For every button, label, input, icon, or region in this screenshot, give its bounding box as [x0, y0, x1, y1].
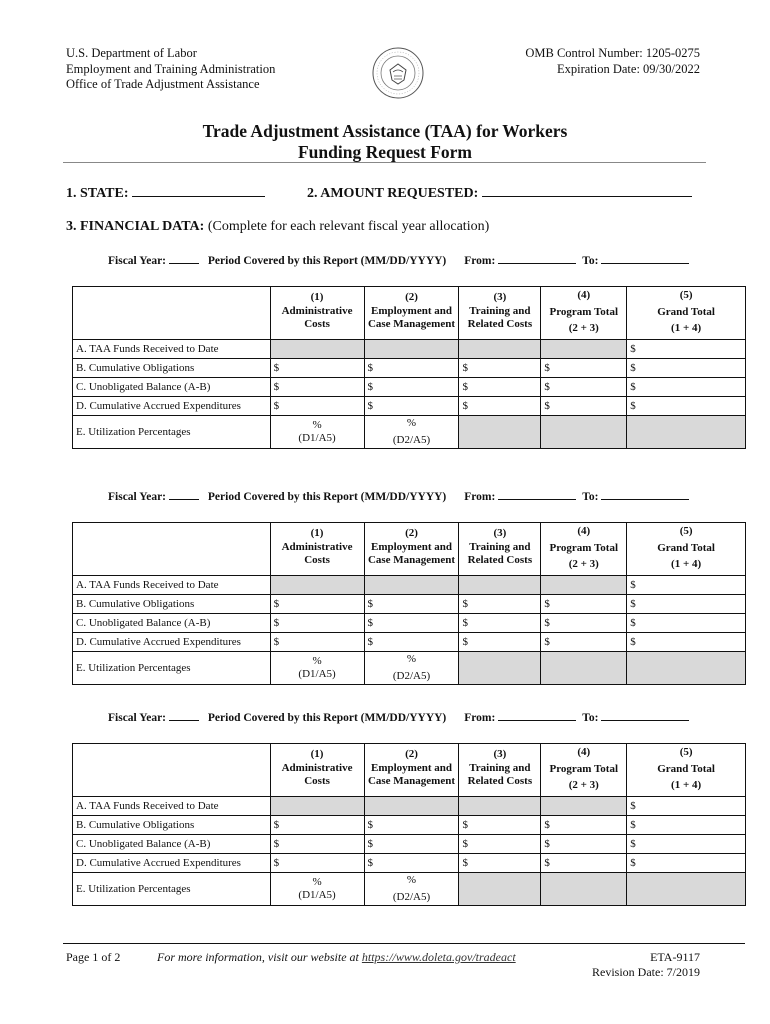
column-number: (4) — [577, 525, 591, 537]
amount-cell[interactable] — [627, 816, 746, 835]
shaded-cell — [541, 652, 627, 685]
amount-cell[interactable] — [627, 397, 746, 416]
fiscal-year-label: Fiscal Year: — [108, 491, 167, 503]
from-label: From: — [464, 255, 496, 267]
pct-formula: (D2/A5) — [392, 670, 431, 682]
more-info-text: For more information, visit our website at — [157, 950, 362, 964]
financial-note: (Complete for each relevant fiscal year allocation) — [207, 219, 490, 234]
from-label: From: — [464, 491, 496, 503]
column-subtitle: (2 + 3) — [568, 322, 599, 334]
utilization-pct-admin[interactable] — [270, 652, 364, 685]
table-row — [73, 797, 746, 816]
column-number: (4) — [577, 746, 591, 758]
row-label: E. Utilization Percentages — [73, 873, 271, 906]
amount-cell[interactable] — [627, 576, 746, 595]
form-id: ETA-9117 — [650, 950, 700, 964]
shaded-cell — [270, 797, 364, 816]
department-seal-icon — [371, 46, 425, 100]
shaded-cell — [459, 873, 541, 906]
column-title: Administrative — [281, 540, 353, 553]
amount-cell[interactable] — [459, 397, 541, 416]
column-number: (1) — [310, 527, 324, 539]
amount-cell[interactable] — [364, 816, 459, 835]
shaded-cell — [270, 340, 364, 359]
currency-sign: $ — [630, 400, 636, 412]
column-number: (3) — [493, 527, 507, 539]
column-header — [459, 744, 541, 797]
percent-sign: % — [406, 417, 417, 429]
amount-cell[interactable] — [541, 378, 627, 397]
to-label: To: — [582, 491, 599, 503]
shaded-cell — [627, 873, 746, 906]
from-date-input[interactable] — [498, 711, 576, 721]
currency-sign: $ — [273, 598, 280, 610]
currency-sign: $ — [273, 857, 280, 869]
pct-formula: (D1/A5) — [298, 432, 336, 444]
shaded-cell — [541, 416, 627, 449]
currency-sign: $ — [544, 362, 550, 374]
row-label: B. Cumulative Obligations — [73, 359, 271, 378]
shaded-cell — [627, 416, 746, 449]
row-label: C. Unobligated Balance (A-B) — [73, 614, 271, 633]
amount-cell[interactable] — [270, 378, 364, 397]
amount-cell[interactable] — [541, 816, 627, 835]
funding-table — [72, 522, 746, 685]
currency-sign: $ — [544, 819, 550, 831]
currency-sign: $ — [273, 381, 280, 393]
column-subtitle: Case Management — [367, 775, 456, 787]
more-info — [157, 950, 516, 965]
revision-date: Revision Date: 7/2019 — [592, 965, 700, 979]
column-number: (4) — [577, 289, 591, 301]
state-field — [66, 185, 265, 202]
fiscal-year-input[interactable] — [169, 711, 199, 721]
column-title: Grand Total — [657, 305, 715, 318]
column-title: Program Total — [549, 305, 619, 318]
table-row — [73, 652, 746, 685]
utilization-pct-admin[interactable] — [270, 416, 364, 449]
omb-block — [500, 46, 700, 77]
currency-sign: $ — [462, 400, 468, 412]
state-label: 1. STATE: — [66, 186, 129, 201]
shaded-cell — [364, 340, 459, 359]
row-label: E. Utilization Percentages — [73, 652, 271, 685]
shaded-cell — [459, 576, 541, 595]
period-label: Period Covered by this Report (MM/DD/YYYY) — [207, 491, 447, 503]
amount-cell[interactable] — [459, 633, 541, 652]
column-title: Employment and — [370, 761, 452, 774]
shaded-cell — [541, 576, 627, 595]
currency-sign: $ — [462, 598, 468, 610]
funding-table — [72, 743, 746, 906]
form-title: Trade Adjustment Assistance (TAA) for Workers — [202, 121, 568, 141]
currency-sign: $ — [462, 857, 468, 869]
column-subtitle: Costs — [304, 554, 330, 566]
column-title: Program Total — [549, 541, 619, 554]
currency-sign: $ — [544, 598, 550, 610]
fiscal-year-label: Fiscal Year: — [108, 255, 167, 267]
corner-cell — [73, 744, 271, 797]
amount-cell[interactable] — [270, 359, 364, 378]
form-subtitle: Funding Request Form — [297, 142, 473, 162]
amount-cell[interactable] — [364, 359, 459, 378]
amount-cell[interactable] — [541, 359, 627, 378]
fiscal-year-period-row — [108, 490, 689, 503]
currency-sign: $ — [630, 381, 636, 393]
column-subtitle: (2 + 3) — [568, 558, 599, 570]
currency-sign: $ — [273, 819, 280, 831]
column-title: Administrative — [281, 304, 353, 317]
funding-table — [72, 286, 746, 449]
amount-cell[interactable] — [627, 595, 746, 614]
column-number: (2) — [405, 527, 418, 539]
column-header — [270, 744, 364, 797]
period-label: Period Covered by this Report (MM/DD/YYYY) — [207, 712, 447, 724]
column-subtitle: (1 + 4) — [671, 558, 702, 570]
row-label: D. Cumulative Accrued Expenditures — [73, 397, 271, 416]
column-number: (2) — [405, 748, 418, 760]
column-title: Grand Total — [657, 541, 715, 554]
currency-sign: $ — [544, 636, 550, 648]
table-row — [73, 340, 746, 359]
column-subtitle: Related Costs — [467, 775, 533, 787]
shaded-cell — [364, 576, 459, 595]
currency-sign: $ — [462, 838, 468, 850]
amount-cell[interactable] — [270, 614, 364, 633]
row-label: C. Unobligated Balance (A-B) — [73, 378, 271, 397]
currency-sign: $ — [462, 362, 468, 374]
table-row — [73, 576, 746, 595]
currency-sign: $ — [544, 381, 550, 393]
amount-cell[interactable] — [541, 633, 627, 652]
column-header — [364, 287, 459, 340]
currency-sign: $ — [630, 617, 636, 629]
amount-cell[interactable] — [541, 595, 627, 614]
amount-cell[interactable] — [459, 835, 541, 854]
currency-sign: $ — [273, 838, 280, 850]
column-title: Training and — [469, 540, 531, 553]
table-row — [73, 816, 746, 835]
amount-cell[interactable] — [270, 633, 364, 652]
amount-cell[interactable] — [459, 816, 541, 835]
amount-cell[interactable] — [541, 835, 627, 854]
column-number: (1) — [310, 748, 324, 760]
amount-cell[interactable] — [459, 614, 541, 633]
to-date-input[interactable] — [601, 490, 689, 500]
table-row — [73, 378, 746, 397]
to-date-input[interactable] — [601, 711, 689, 721]
row-label: E. Utilization Percentages — [73, 416, 271, 449]
row-label: C. Unobligated Balance (A-B) — [73, 835, 271, 854]
currency-sign: $ — [273, 400, 280, 412]
amount-cell[interactable] — [627, 340, 746, 359]
omb-control-number: OMB Control Number: 1205-0275 — [525, 46, 700, 60]
corner-cell — [73, 523, 271, 576]
amount-cell[interactable] — [627, 378, 746, 397]
fiscal-year-period-row — [108, 711, 689, 724]
column-number: (5) — [679, 289, 693, 301]
to-label: To: — [582, 712, 599, 724]
percent-sign: % — [406, 653, 417, 665]
shaded-cell — [541, 797, 627, 816]
amount-cell[interactable] — [627, 854, 746, 873]
amount-cell[interactable] — [364, 595, 459, 614]
row-label: A. TAA Funds Received to Date — [73, 340, 271, 359]
amount-cell[interactable] — [627, 797, 746, 816]
column-subtitle: Costs — [304, 318, 330, 330]
column-subtitle: (1 + 4) — [671, 779, 702, 791]
shaded-cell — [459, 416, 541, 449]
column-header — [627, 744, 746, 797]
column-title: Grand Total — [657, 762, 715, 775]
shaded-cell — [270, 576, 364, 595]
utilization-pct-employment[interactable] — [364, 652, 459, 685]
column-subtitle: Related Costs — [467, 554, 533, 566]
currency-sign: $ — [544, 857, 550, 869]
fiscal-year-input[interactable] — [169, 490, 199, 500]
currency-sign: $ — [544, 838, 550, 850]
currency-sign: $ — [367, 362, 374, 374]
agency-line-3: Office of Trade Adjustment Assistance — [66, 77, 260, 91]
currency-sign: $ — [367, 598, 374, 610]
amount-cell[interactable] — [459, 359, 541, 378]
shaded-cell — [459, 652, 541, 685]
corner-cell — [73, 287, 271, 340]
amount-cell[interactable] — [364, 378, 459, 397]
currency-sign: $ — [462, 617, 468, 629]
column-header — [541, 744, 627, 797]
percent-sign: % — [406, 874, 417, 886]
agency-block — [66, 46, 275, 93]
currency-sign: $ — [367, 857, 374, 869]
form-id-block — [540, 950, 700, 980]
table-row — [73, 873, 746, 906]
state-input[interactable] — [132, 185, 265, 197]
table-row — [73, 614, 746, 633]
table-row — [73, 835, 746, 854]
column-number: (3) — [493, 291, 507, 303]
percent-sign: % — [312, 876, 322, 888]
amount-cell[interactable] — [459, 378, 541, 397]
column-title: Training and — [469, 761, 531, 774]
currency-sign: $ — [367, 838, 374, 850]
currency-sign: $ — [462, 819, 468, 831]
column-title: Employment and — [370, 304, 452, 317]
column-header — [270, 523, 364, 576]
amount-cell[interactable] — [541, 614, 627, 633]
currency-sign: $ — [273, 362, 280, 374]
agency-line-2: Employment and Training Administration — [66, 61, 276, 76]
row-label: A. TAA Funds Received to Date — [73, 797, 271, 816]
amount-cell[interactable] — [459, 595, 541, 614]
amount-cell[interactable] — [627, 614, 746, 633]
amount-cell[interactable] — [541, 397, 627, 416]
amount-cell[interactable] — [364, 614, 459, 633]
column-subtitle: Case Management — [367, 554, 456, 566]
row-label: D. Cumulative Accrued Expenditures — [73, 854, 271, 873]
column-subtitle: (1 + 4) — [671, 322, 702, 334]
shaded-cell — [541, 340, 627, 359]
amount-cell[interactable] — [270, 816, 364, 835]
column-title: Employment and — [370, 540, 452, 553]
column-header — [270, 287, 364, 340]
utilization-pct-admin[interactable] — [270, 873, 364, 906]
column-subtitle: Related Costs — [467, 318, 533, 330]
column-title: Training and — [469, 304, 531, 317]
percent-sign: % — [312, 419, 322, 431]
column-header — [627, 287, 746, 340]
financial-data-heading — [66, 219, 489, 235]
column-number: (5) — [679, 525, 693, 537]
amount-cell[interactable] — [364, 633, 459, 652]
amount-cell[interactable] — [270, 595, 364, 614]
column-number: (5) — [679, 746, 693, 758]
pct-formula: (D2/A5) — [392, 891, 431, 903]
from-label: From: — [464, 712, 496, 724]
website-link[interactable]: https://www.doleta.gov/tradeact — [361, 950, 516, 964]
currency-sign: $ — [273, 617, 280, 629]
to-label: To: — [582, 255, 599, 267]
amount-cell[interactable] — [459, 854, 541, 873]
from-date-input[interactable] — [498, 490, 576, 500]
currency-sign: $ — [367, 819, 374, 831]
amount-cell[interactable] — [627, 633, 746, 652]
table-row — [73, 359, 746, 378]
agency-line-1: U.S. Department of Labor — [66, 46, 197, 60]
column-title: Administrative — [281, 761, 353, 774]
amount-cell[interactable] — [364, 835, 459, 854]
amount-cell[interactable] — [627, 359, 746, 378]
shaded-cell — [541, 873, 627, 906]
amount-cell[interactable] — [364, 854, 459, 873]
table-row — [73, 595, 746, 614]
currency-sign: $ — [630, 362, 636, 374]
page-number: Page 1 of 2 — [66, 950, 121, 964]
amount-cell[interactable] — [270, 835, 364, 854]
shaded-cell — [459, 340, 541, 359]
pct-formula: (D2/A5) — [392, 434, 431, 446]
period-label: Period Covered by this Report (MM/DD/YYYY) — [207, 255, 447, 267]
omb-expiration: Expiration Date: 09/30/2022 — [556, 61, 700, 76]
title-divider — [63, 162, 706, 163]
footer-divider — [63, 943, 745, 944]
table-row — [73, 854, 746, 873]
amount-input[interactable] — [482, 185, 692, 197]
column-header — [459, 523, 541, 576]
currency-sign: $ — [630, 857, 636, 869]
column-title: Program Total — [549, 762, 619, 775]
fiscal-year-input[interactable] — [169, 254, 199, 264]
currency-sign: $ — [630, 579, 636, 591]
column-number: (3) — [493, 748, 507, 760]
financial-label: 3. FINANCIAL DATA: — [66, 219, 205, 234]
table-row — [73, 397, 746, 416]
utilization-pct-employment[interactable] — [364, 416, 459, 449]
shaded-cell — [364, 797, 459, 816]
percent-sign: % — [312, 655, 322, 667]
currency-sign: $ — [367, 381, 374, 393]
currency-sign: $ — [630, 636, 636, 648]
from-date-input[interactable] — [498, 254, 576, 264]
amount-cell[interactable] — [541, 854, 627, 873]
currency-sign: $ — [630, 598, 636, 610]
table-row — [73, 633, 746, 652]
row-label: A. TAA Funds Received to Date — [73, 576, 271, 595]
currency-sign: $ — [462, 636, 468, 648]
currency-sign: $ — [273, 636, 280, 648]
currency-sign: $ — [462, 381, 468, 393]
currency-sign: $ — [630, 819, 636, 831]
column-header — [541, 523, 627, 576]
column-header — [627, 523, 746, 576]
amount-cell[interactable] — [627, 835, 746, 854]
pct-formula: (D1/A5) — [298, 668, 336, 680]
currency-sign: $ — [544, 617, 550, 629]
column-header — [541, 287, 627, 340]
column-header — [364, 744, 459, 797]
amount-cell[interactable] — [364, 397, 459, 416]
column-header — [459, 287, 541, 340]
pct-formula: (D1/A5) — [298, 889, 336, 901]
row-label: D. Cumulative Accrued Expenditures — [73, 633, 271, 652]
amount-label: 2. AMOUNT REQUESTED: — [307, 186, 479, 201]
currency-sign: $ — [630, 343, 636, 355]
amount-cell[interactable] — [270, 854, 364, 873]
row-label: B. Cumulative Obligations — [73, 816, 271, 835]
to-date-input[interactable] — [601, 254, 689, 264]
utilization-pct-employment[interactable] — [364, 873, 459, 906]
column-number: (2) — [405, 291, 418, 303]
currency-sign: $ — [367, 400, 374, 412]
fiscal-year-label: Fiscal Year: — [108, 712, 167, 724]
currency-sign: $ — [630, 800, 636, 812]
column-subtitle: (2 + 3) — [568, 779, 599, 791]
currency-sign: $ — [367, 636, 374, 648]
column-header — [364, 523, 459, 576]
currency-sign: $ — [630, 838, 636, 850]
column-subtitle: Case Management — [367, 318, 456, 330]
amount-field — [307, 185, 692, 202]
shaded-cell — [627, 652, 746, 685]
shaded-cell — [459, 797, 541, 816]
amount-cell[interactable] — [270, 397, 364, 416]
table-row — [73, 416, 746, 449]
fiscal-year-period-row — [108, 254, 689, 267]
column-number: (1) — [310, 291, 324, 303]
currency-sign: $ — [544, 400, 550, 412]
currency-sign: $ — [367, 617, 374, 629]
column-subtitle: Costs — [304, 775, 330, 787]
row-label: B. Cumulative Obligations — [73, 595, 271, 614]
